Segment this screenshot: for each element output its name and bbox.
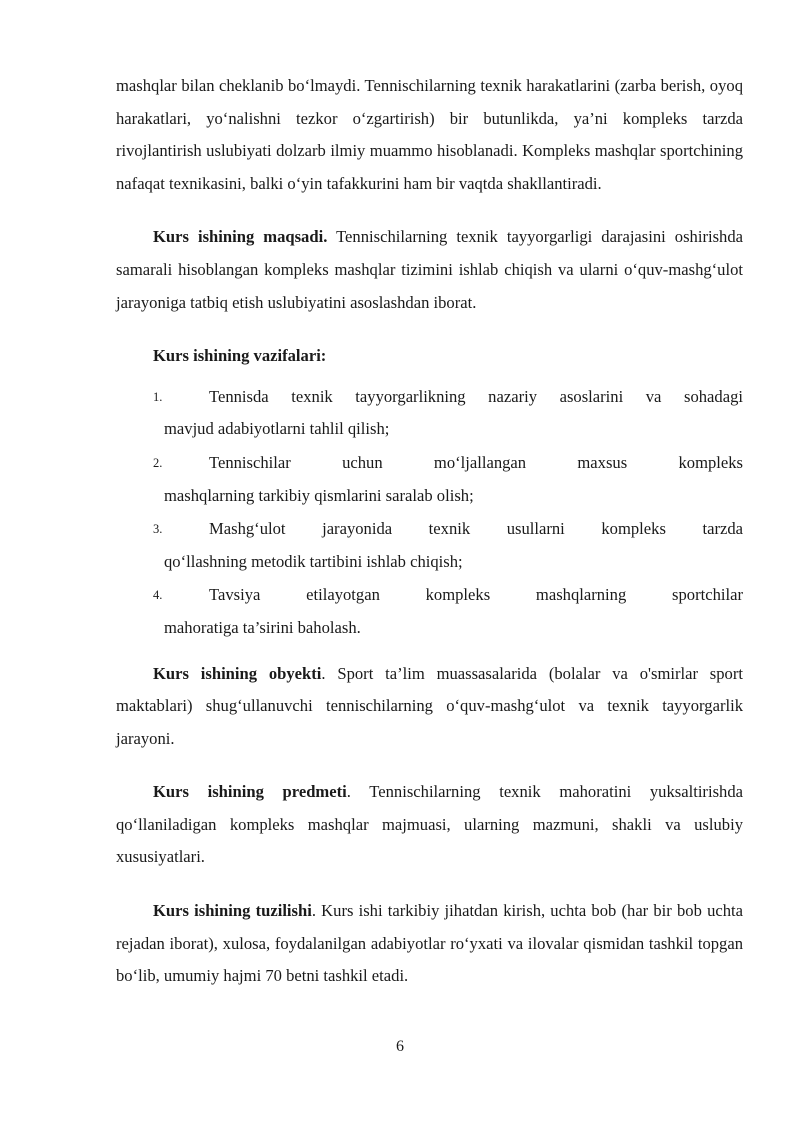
list-item-line2: mashqlarning tarkibiy qismlarini saralab olish; bbox=[164, 485, 474, 505]
structure-paragraph bbox=[116, 895, 743, 993]
list-item-number: 4. bbox=[153, 588, 163, 603]
aim-text: Tennischilarning texnik tayyorgarligi darajasini oshirishda samarali hisoblangan kompleks mashqlar tizimini ishlab chiqish va ularni o‘quv-mashg‘ulot jarayoniga tatbiq etish uslubiyatini asoslashdan iborat. bbox=[116, 227, 744, 312]
document-page bbox=[116, 70, 743, 993]
list-item bbox=[153, 381, 743, 446]
subject-paragraph bbox=[116, 776, 743, 874]
list-item-line2: mahoratiga ta’sirini baholash. bbox=[164, 617, 361, 637]
subject-text: . Tennischilarning texnik mahoratini yuksaltirishda qo‘llaniladigan kompleks mashqlar majmuasi, ularning mazmuni, shakli va uslubiy xususiyatlari. bbox=[116, 782, 743, 867]
list-item-line1: Tavsiya etilayotgan kompleks mashqlarning sportchilar bbox=[209, 585, 743, 605]
object-text: . Sport ta’lim muassasalarida (bolalar va o'smirlar sport maktablari) shug‘ullanuvchi tennischilarning o‘quv-mashg‘ulot va texnik tayyorgarlik jarayoni. bbox=[116, 663, 743, 748]
list-item-line1: Tennischilar uchun mo‘ljallangan maxsus kompleks bbox=[209, 452, 743, 472]
structure-text: . Kurs ishi tarkibiy jihatdan kirish, uchta bob (har bir bob uchta rejadan iborat), xulosa, foydalanilgan adabiyotlar ro‘yxati va ilovalar qismidan tashkil topgan bo‘lib, umumiy hajmi 70 betni tashkil etadi. bbox=[116, 901, 744, 986]
tasks-label: Kurs ishining vazifalari: bbox=[153, 346, 327, 366]
structure-label: Kurs ishining tuzilishi bbox=[153, 901, 312, 921]
list-item bbox=[153, 579, 743, 644]
page-number: 6 bbox=[396, 1038, 404, 1055]
intro-paragraph: mashqlar bilan cheklanib bo‘lmaydi. Tennischilarning texnik harakatlarini (zarba berish, oyoq harakatlari, yo‘nalishni tezkor o‘zgartirish) bir butunlikda, ya’ni kompleks tarzda rivojlantirish uslubiyati dolzarb ilmiy muammo hisoblanadi. Kompleks mashqlar sportchining nafaqat texnikasini, balki o‘yin tafakkurini ham bir vaqtda shakllantiradi. bbox=[116, 76, 743, 193]
list-item-line1: Mashg‘ulot jarayonida texnik usullarni kompleks tarzda bbox=[209, 519, 743, 539]
list-item-line2: mavjud adabiyotlarni tahlil qilish; bbox=[164, 419, 390, 439]
aim-paragraph bbox=[116, 221, 743, 319]
list-item-number: 2. bbox=[153, 455, 163, 470]
list-item bbox=[153, 513, 743, 578]
tasks-list bbox=[116, 381, 743, 645]
list-item-line1: Tennisda texnik tayyorgarlikning nazariy asoslarini va sohadagi bbox=[209, 386, 743, 406]
object-label: Kurs ishining obyekti bbox=[153, 663, 322, 683]
object-paragraph bbox=[116, 658, 743, 756]
list-item-number: 1. bbox=[153, 389, 163, 404]
list-item bbox=[153, 447, 743, 512]
subject-label: Kurs ishining predmeti bbox=[153, 782, 347, 802]
list-item-number: 3. bbox=[153, 522, 163, 537]
tasks-heading bbox=[116, 340, 743, 373]
aim-label: Kurs ishining maqsadi. bbox=[153, 227, 328, 247]
list-item-line2: qo‘llashning metodik tartibini ishlab chiqish; bbox=[164, 551, 463, 571]
